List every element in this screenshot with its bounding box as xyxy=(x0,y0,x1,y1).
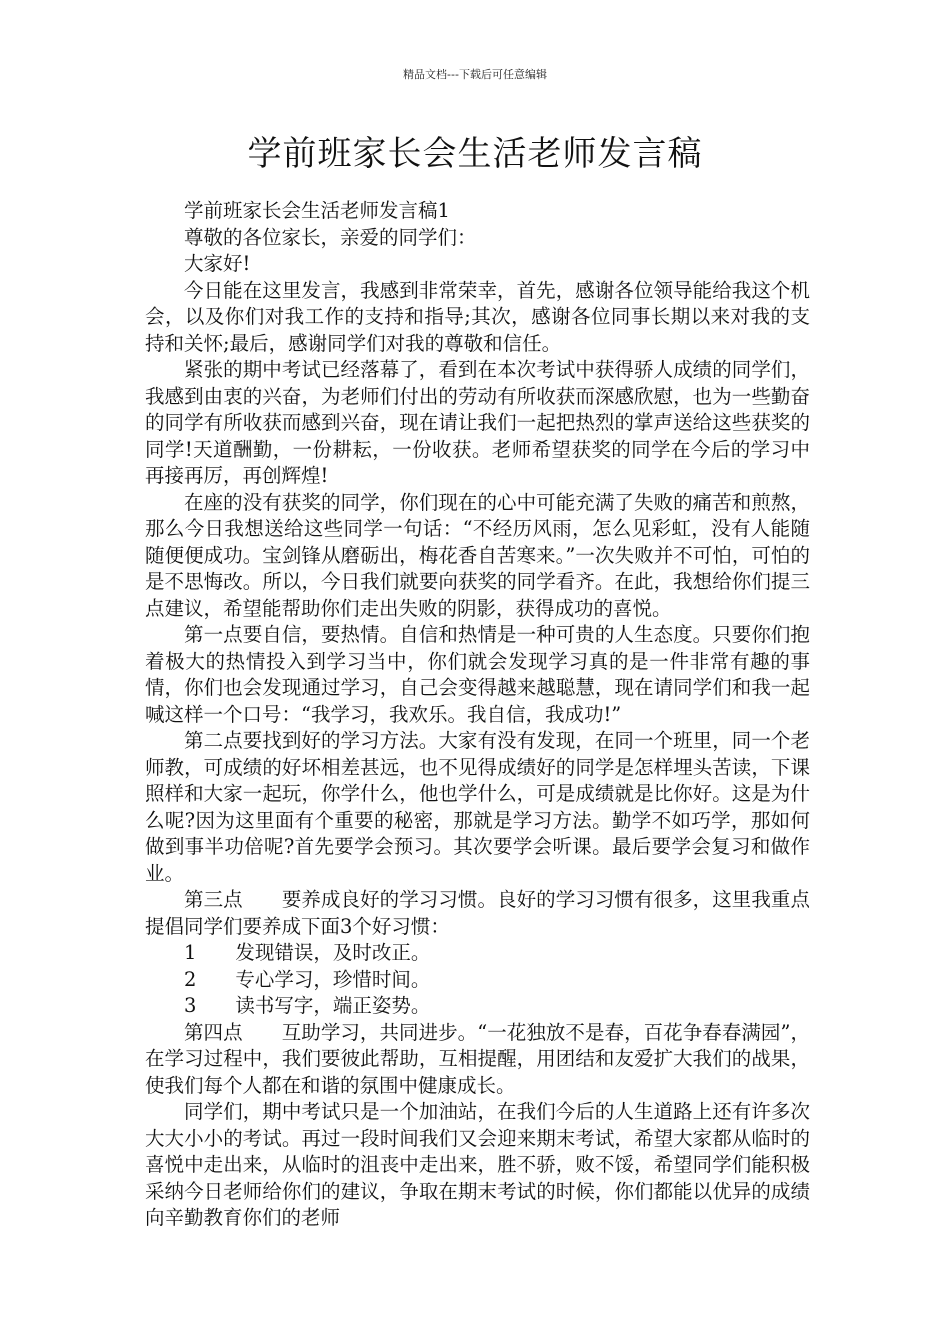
document-body xyxy=(145,198,810,1232)
list-item: 1 发现错误，及时改正。 xyxy=(184,941,431,964)
body-paragraph: 第四点 互助学习，共同进步。“一花独放不是春，百花争春春满园”，在学习过程中，我们要彼此帮助，互相提醒，用团结和友爱扩大我们的战果，使我们每个人都在和谐的氛围中健康成长。 xyxy=(145,1020,810,1097)
greeting-paragraph: 大家好! xyxy=(184,252,251,275)
body-paragraph: 第三点 要养成良好的学习习惯。良好的学习习惯有很多，这里我重点提倡同学们要养成下面3个好习惯： xyxy=(145,888,810,938)
body-paragraph: 同学们，期中考试只是一个加油站，在我们今后的人生道路上还有许多次大大小小的考试。再过一段时间我们又会迎来期末考试，希望大家都从临时的喜悦中走出来，从临时的沮丧中走出来，胜不骄，败不馁，希望同学们能积极采纳今日老师给你们的建议，争取在期末考试的时候，你们都能以优异的成绩向辛勤教育你们的老师 xyxy=(145,1100,810,1229)
body-paragraph: 第二点要找到好的学习方法。大家有没有发现，在同一个班里，同一个老师教，可成绩的好坏相差甚远，也不见得成绩好的同学是怎样埋头苦读，下课照样和大家一起玩，你学什么，他也学什么，可是成绩就是比你好。这是为什么呢?因为这里面有个重要的秘密，那就是学习方法。勤学不如巧学，那如何做到事半功倍呢?首先要学会预习。其次要学会听课。最后要学会复习和做作业。 xyxy=(145,729,810,885)
list-item: 2 专心学习，珍惜时间。 xyxy=(184,967,431,991)
body-paragraph: 第一点要自信，要热情。自信和热情是一种可贵的人生态度。只要你们抱着极大的热情投入到学习当中，你们就会发现学习真的是一件非常有趣的事情，你们也会发现通过学习，自己会变得越来越聪慧，现在请同学们和我一起喊这样一个口号：“我学习，我欢乐。我自信，我成功!” xyxy=(145,623,810,726)
subtitle-paragraph: 学前班家长会生活老师发言稿1 xyxy=(184,199,450,222)
body-paragraph: 在座的没有获奖的同学，你们现在的心中可能充满了失败的痛苦和煎熬，那么今日我想送给这些同学一句话：“不经历风雨，怎么见彩虹，没有人能随随便便成功。宝剑锋从磨砺出，梅花香自苦寒来。”一次失败并不可怕，可怕的是不思悔改。所以，今日我们就要向获奖的同学看齐。在此，我想给你们提三点建议，希望能帮助你们走出失败的阴影，获得成功的喜悦。 xyxy=(145,490,810,620)
body-paragraph: 今日能在这里发言，我感到非常荣幸，首先，感谢各位领导能给我这个机会，以及你们对我工作的支持和指导;其次，感谢各位同事长期以来对我的支持和关怀;最后，感谢同学们对我的尊敬和信任。 xyxy=(145,278,810,355)
page-header: 精品文档---下载后可任意编辑 xyxy=(403,68,547,81)
salutation-paragraph: 尊敬的各位家长，亲爱的同学们： xyxy=(184,225,477,249)
body-paragraph: 紧张的期中考试已经落幕了，看到在本次考试中获得骄人成绩的同学们，我感到由衷的兴奋，为老师们付出的劳动有所收获而深感欣慰，也为一些勤奋的同学有所收获而感到兴奋，现在请让我们一起把热烈的掌声送给这些获奖的同学!天道酬勤，一份耕耘，一份收获。老师希望获奖的同学在今后的学习中再接再厉，再创辉煌! xyxy=(145,358,810,487)
list-item: 3 读书写字，端正姿势。 xyxy=(184,994,431,1017)
document-title: 学前班家长会生活老师发言稿 xyxy=(247,134,703,174)
